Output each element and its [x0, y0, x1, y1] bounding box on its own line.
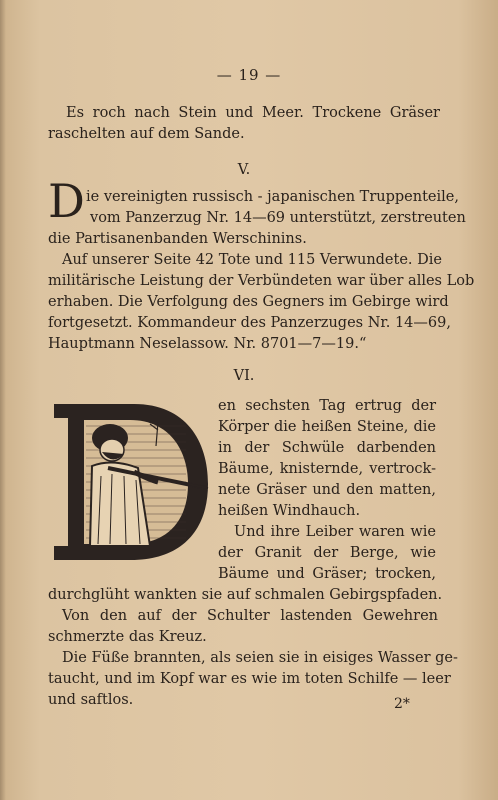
page-edge-shadow	[0, 0, 6, 800]
text-line: und saftlos.	[48, 692, 134, 708]
text-line: Es roch nach Stein und Meer. Trockene Gräser	[66, 105, 440, 121]
section-heading-v: V.	[237, 162, 251, 178]
illustrated-initial-d	[46, 396, 212, 566]
text-line: Und ihre Leiber waren wie	[234, 524, 436, 540]
drop-initial-d: D	[48, 174, 85, 228]
text-line: nete Gräser und den matten,	[218, 482, 436, 498]
text-line: taucht, und im Kopf war es wie im toten Schilfe — leer	[48, 671, 451, 687]
text-line: Hauptmann Neselassow. Nr. 8701—7—19.“	[48, 336, 367, 352]
section-heading-vi: VI.	[233, 368, 255, 384]
illustrated-initial-artwork	[46, 396, 212, 566]
text-line: Die Füße brannten, als seien sie in eisiges Wasser ge-	[62, 650, 458, 666]
text-line: en sechsten Tag ertrug der	[218, 398, 436, 414]
text-line: Bäume und Gräser; trocken,	[218, 566, 436, 582]
text-line: ie vereinigten russisch - japanischen Truppenteile,	[86, 189, 459, 205]
text-line: militärische Leistung der Verbündeten war über alles Lob	[48, 273, 475, 289]
text-line: Von den auf der Schulter lastenden Gewehren	[62, 608, 438, 624]
text-line: heißen Windhauch.	[218, 503, 361, 519]
paragraph-section-vi-beside	[218, 396, 436, 585]
text-line: raschelten auf dem Sande.	[48, 126, 245, 142]
text-line: Körper die heißen Steine, die	[218, 419, 436, 435]
paragraph-section-v	[48, 187, 475, 355]
text-line: Auf unserer Seite 42 Tote und 115 Verwundete. Die	[62, 252, 442, 268]
text-line: durchglüht wankten sie auf schmalen Gebirgspfaden.	[48, 587, 443, 603]
text-line: fortgesetzt. Kommandeur des Panzerzuges Nr. 14—69,	[48, 315, 451, 331]
text-line: der Granit der Berge, wie	[218, 545, 436, 561]
text-line: schmerzte das Kreuz.	[48, 629, 207, 645]
paragraph-section-vi-continued	[48, 585, 458, 711]
signature-mark: 2*	[394, 696, 410, 712]
text-line: vom Panzerzug Nr. 14—69 unterstützt, zerstreuten	[90, 210, 466, 226]
text-line: die Partisanenbanden Werschinins.	[48, 231, 307, 247]
paragraph-intro	[48, 103, 440, 145]
page-number: — 19 —	[216, 66, 282, 84]
text-line: in der Schwüle darbenden	[218, 440, 436, 456]
text-line: erhaben. Die Verfolgung des Gegners im Gebirge wird	[48, 294, 449, 310]
text-line: Bäume, knisternde, vertrock-	[218, 461, 436, 477]
